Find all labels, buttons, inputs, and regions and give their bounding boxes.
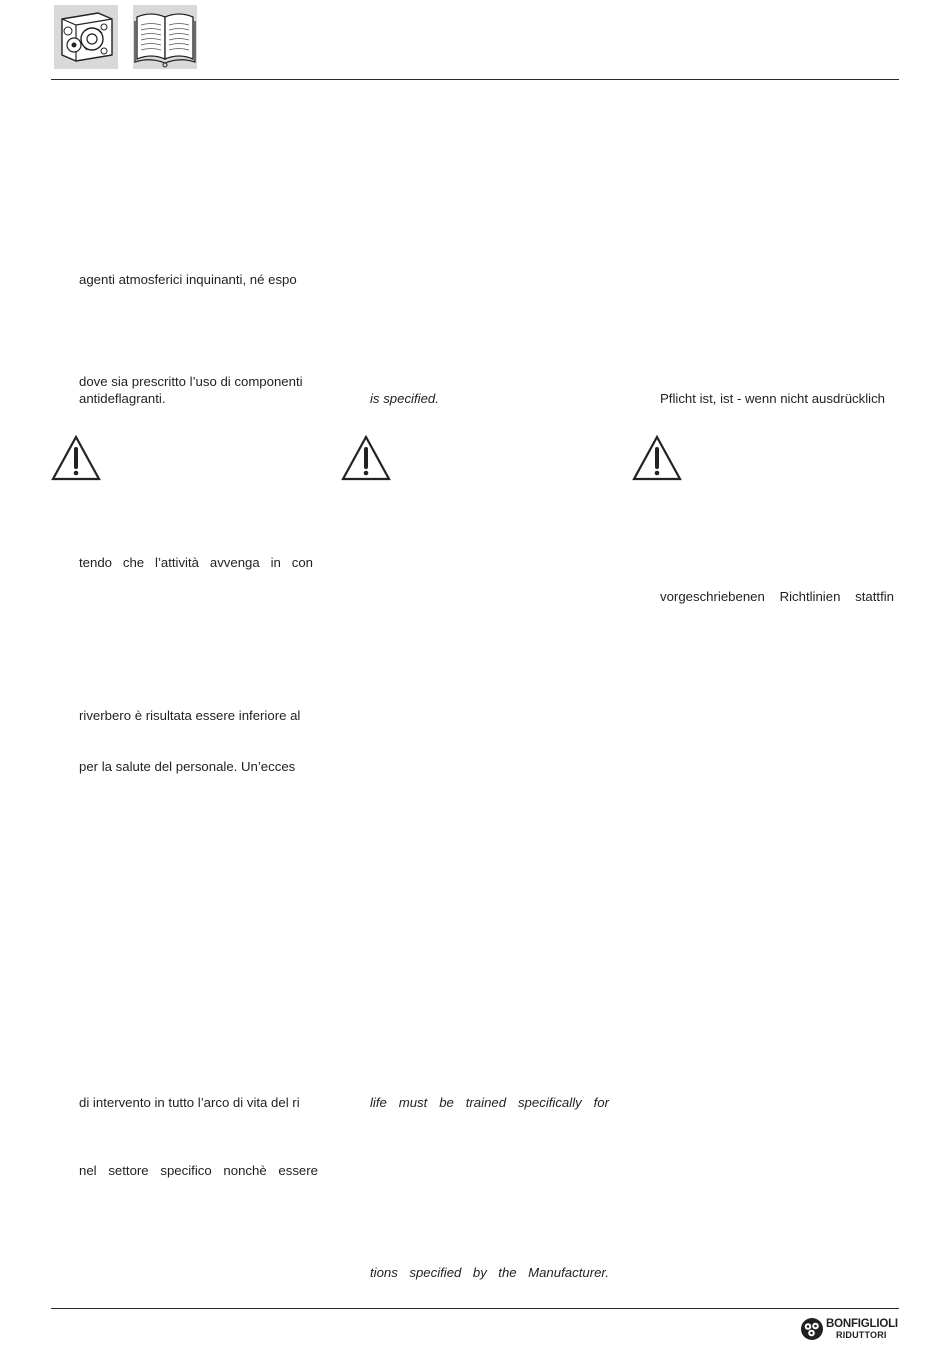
- manual-book-icon: [133, 5, 197, 69]
- text-line-it: antideflagranti.: [79, 391, 166, 406]
- warning-icon: [51, 435, 101, 481]
- brand-subtitle: RIDUTTORI: [836, 1330, 887, 1340]
- warning-icon: [632, 435, 682, 481]
- text-line-en: tions specified by the Manufacturer.: [370, 1265, 609, 1280]
- text-line-it: tendo che l’attività avvenga in con: [79, 555, 313, 570]
- text-line-it: dove sia prescritto l’uso di componenti: [79, 374, 303, 389]
- text-line-it: nel settore specifico nonchè essere: [79, 1163, 318, 1178]
- text-line-en: life must be trained specifically for: [370, 1095, 609, 1110]
- text-line-it: agenti atmosferici inquinanti, né espo: [79, 272, 297, 287]
- header-rule: [51, 79, 899, 80]
- text-line-it: riverbero è risultata essere inferiore al: [79, 708, 301, 723]
- bonfiglioli-logo-icon: [800, 1317, 824, 1341]
- text-line-it: per la salute del personale. Un’ecces: [79, 759, 296, 774]
- brand-name: BONFIGLIOLI: [826, 1318, 898, 1330]
- bonfiglioli-logo: [800, 1316, 900, 1342]
- text-line-en: is specified.: [370, 391, 439, 406]
- footer-rule: [51, 1308, 899, 1309]
- gearbox-icon: [54, 5, 118, 69]
- text-line-it: di intervento in tutto l’arco di vita del ri: [79, 1095, 300, 1110]
- text-line-de: vorgeschriebenen Richtlinien stattfin: [660, 589, 894, 604]
- warning-icon: [341, 435, 391, 481]
- text-line-de: Pflicht ist, ist - wenn nicht ausdrücklich: [660, 391, 886, 406]
